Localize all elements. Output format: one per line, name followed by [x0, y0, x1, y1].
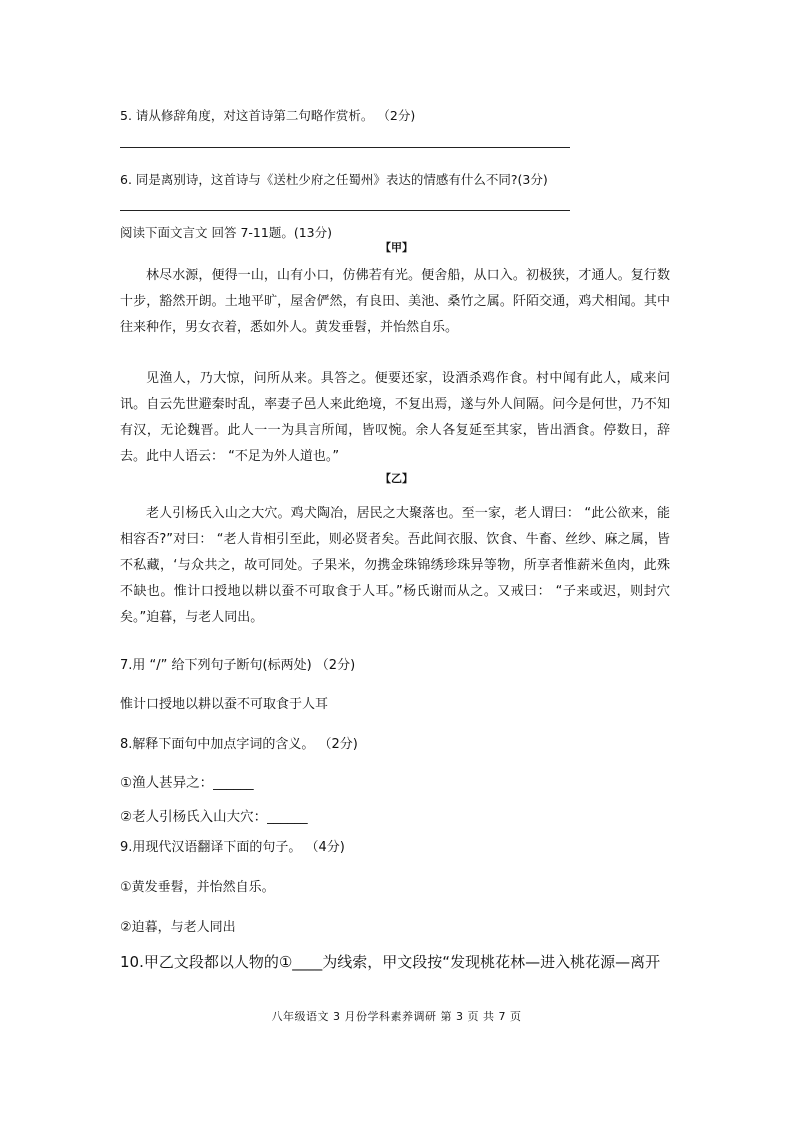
passage-jia-paragraph-1: 林尽水源，便得一山，山有小口，仿佛若有光。便舍船，从口入。初极狭，才通人。复行数十步，豁然开朗。土地平旷，屋舍俨然，有良田、美池、桑竹之属。阡陌交通，鸡犬相闻。其中往来种作，男女衣着，悉如外人。黄发垂髫，并怡然自乐。 — [120, 268, 670, 335]
page-footer: 八年级语文 3 月份学科素养调研 第 3 页 共 7 页 — [271, 1010, 522, 1023]
section-heading-yi: 【乙】 — [380, 472, 413, 485]
question-9: 9.用现代汉语翻译下面的句子。 （4分) — [120, 840, 345, 855]
answer-line-5 — [120, 147, 570, 148]
question-7: 7.用 “/” 给下列句子断句(标两处) （2分) — [120, 658, 356, 673]
reading-intro: 阅读下面文言文 回答 7-11题。(13分) — [120, 225, 332, 240]
question-7-sentence: 惟计口授地以耕以蚕不可取食于人耳 — [120, 697, 329, 712]
question-8-item-b: ②老人引杨氏入山大穴：______ — [120, 809, 308, 825]
section-heading-jia: 【甲】 — [380, 241, 413, 254]
question-6: 6. 同是离别诗，这首诗与《送杜少府之任蜀州》表达的情感有什么不同?(3分) — [120, 172, 548, 187]
question-5: 5. 请从修辞角度，对这首诗第二句略作赏析。 （2分) — [120, 108, 416, 123]
answer-line-6 — [120, 210, 570, 211]
question-8-item-a: ①渔人甚异之：______ — [120, 775, 254, 791]
passage-yi-paragraph: 老人引杨氏入山之大穴。鸡犬陶冶，居民之大聚落也。至一家，老人谓曰： “此公欲来，能相容否?”对曰： “老人肯相引至此，则必贤者矣。吾此间衣服、饮食、牛畜、丝纱、麻之属，皆不私藏，‘与众共之，故可同处。子果米，勿携金珠锦绣珍珠异等物，所享者惟薪米鱼肉，此殊不缺也。惟计口授地以耕以蚕不可取食于人耳。”杨氏谢而从之。又戒曰： “子来或迟，则封穴矣。”迫暮，与老人同出。 — [120, 506, 670, 625]
question-10: 10.甲乙文段都以人物的①____为线索，甲文段按“发现桃花林—进入桃花源—离开 — [120, 953, 661, 971]
question-9-item-b: ②迫暮，与老人同出 — [120, 920, 236, 935]
question-8: 8.解释下面句中加点字词的含义。 （2分) — [120, 737, 358, 752]
passage-jia-paragraph-2: 见渔人，乃大惊，问所从来。具答之。便要还家，设酒杀鸡作食。村中闻有此人，咸来问讯。自云先世避秦时乱，率妻子邑人来此绝境，不复出焉，遂与外人间隔。问今是何世，乃不知有汉，无论魏晋。此人一一为具言所闻，皆叹惋。余人各复延至其家，皆出酒食。停数日，辞去。此中人语云： “不足为外人道也。” — [120, 371, 670, 464]
question-9-item-a: ①黄发垂髫，并怡然自乐。 — [120, 880, 275, 895]
